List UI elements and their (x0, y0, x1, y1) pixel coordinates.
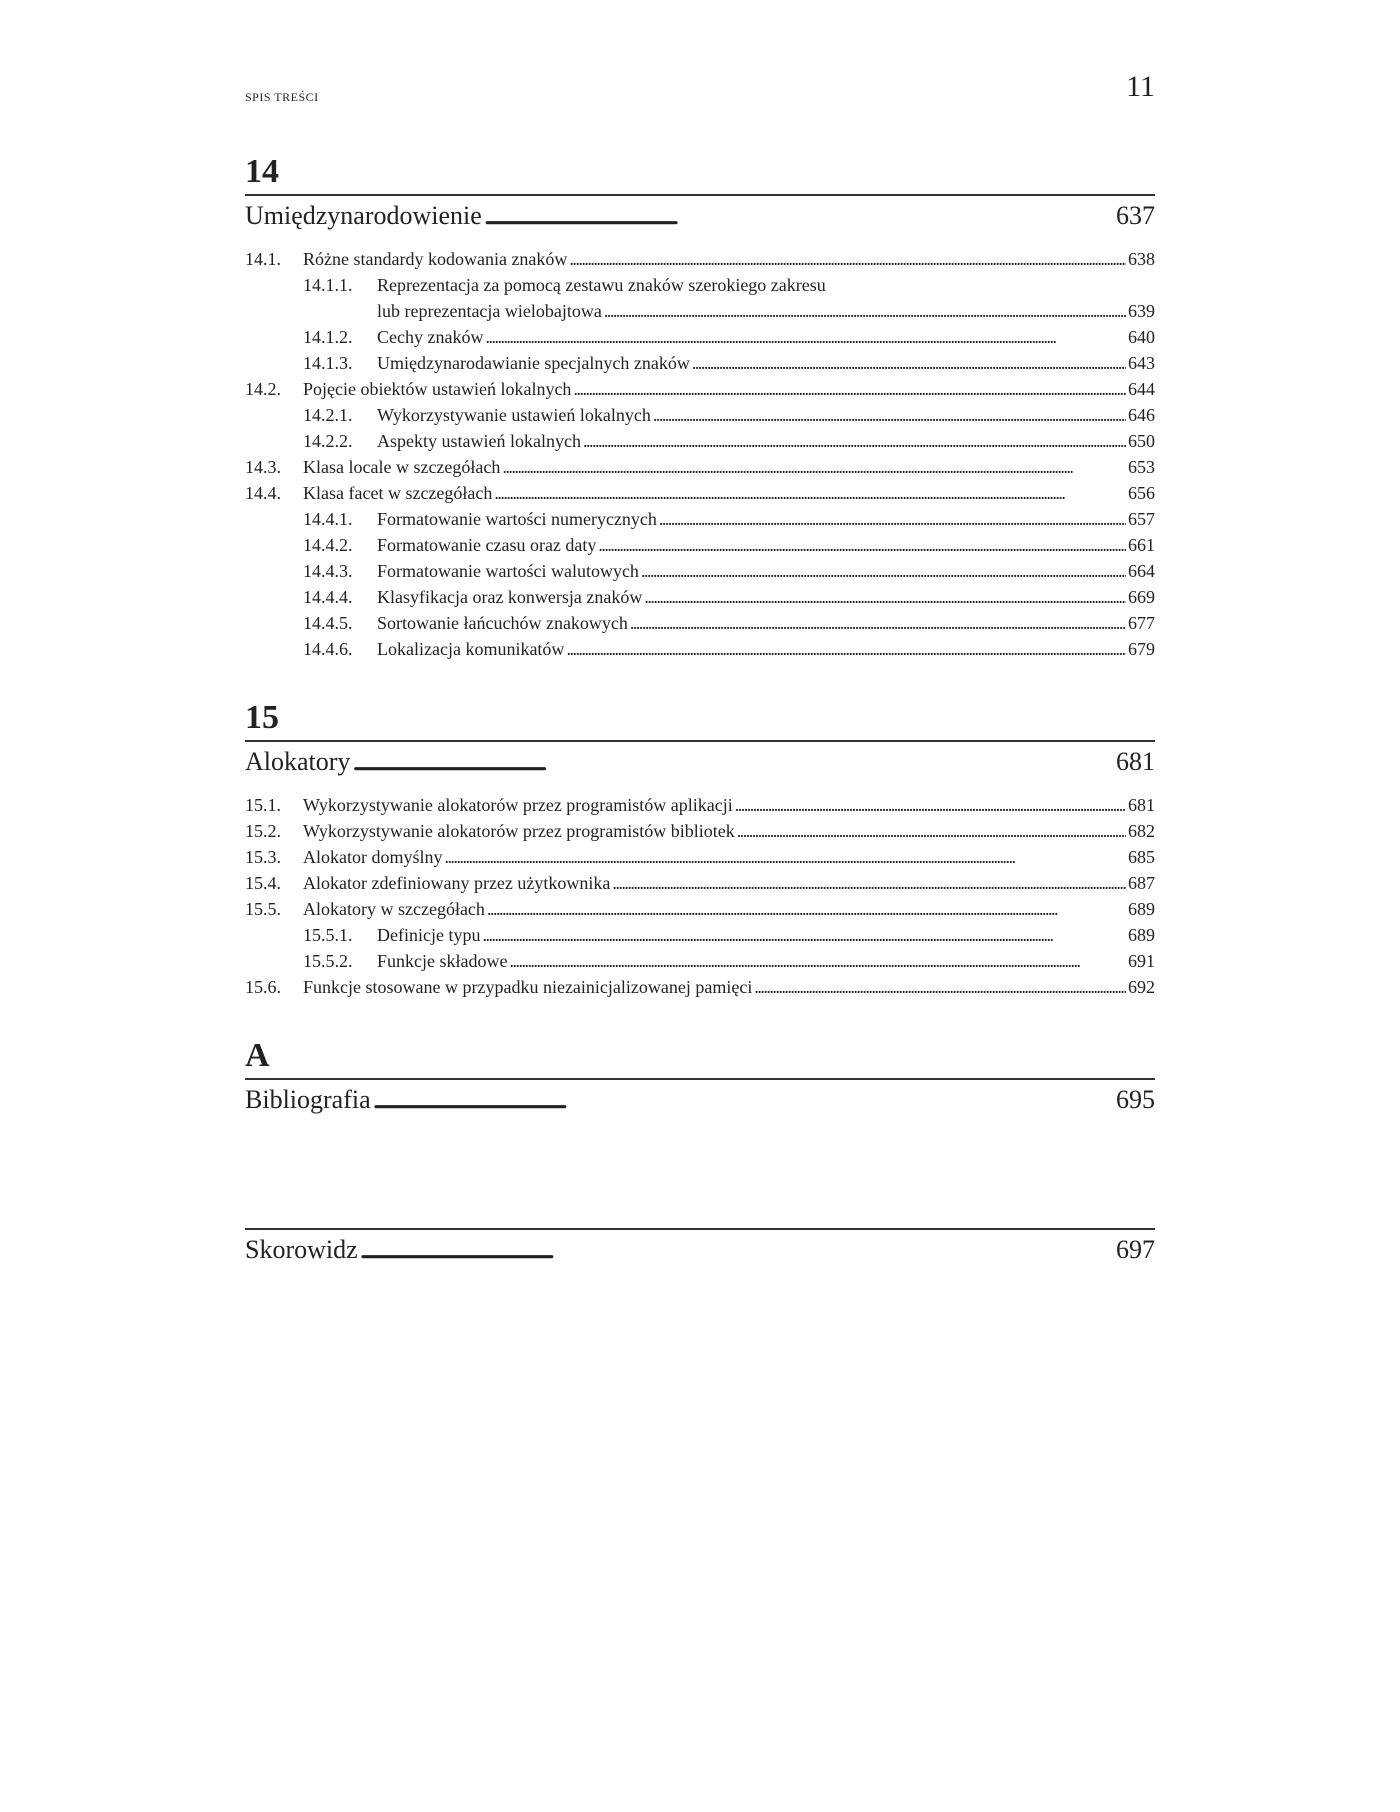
dot-leader (630, 610, 1126, 636)
entry-title: Alokatory w szczegółach (303, 899, 485, 919)
page-number: 11 (1126, 70, 1155, 103)
entry-number: 15.5.1. (303, 925, 353, 945)
toc-entry[interactable] (245, 376, 1155, 402)
entry-page: 644 (1128, 379, 1155, 399)
entry-title: Reprezentacja za pomocą zestawu znaków szerokiego zakresu (377, 275, 826, 295)
entry-page: 691 (1128, 951, 1155, 971)
entry-number: 14.1.1. (303, 275, 353, 295)
entry-page: 689 (1128, 925, 1155, 945)
dot-leader (487, 896, 1126, 922)
entry-title: Funkcje stosowane w przypadku niezainicjalizowanej pamięci (303, 977, 753, 997)
dot-leader (737, 818, 1126, 844)
entry-page: 664 (1128, 561, 1155, 581)
entry-number: 14.3. (245, 457, 281, 477)
toc-entry[interactable] (245, 792, 1155, 818)
dot-leader (484, 196, 1114, 236)
entry-number: 14.4.4. (303, 587, 353, 607)
entry-title: Umiędzynarodawianie specjalnych znaków (377, 353, 690, 373)
entry-number: 15.5.2. (303, 951, 353, 971)
entry-number: 14.4. (245, 483, 281, 503)
dot-leader (569, 246, 1126, 272)
chapter-title-line[interactable] (245, 194, 1155, 236)
entry-title: Funkcje składowe (377, 951, 508, 971)
entry-title: Formatowanie czasu oraz daty (377, 535, 597, 555)
entry-number: 14.4.2. (303, 535, 353, 555)
entry-number: 14.2.1. (303, 405, 353, 425)
entry-page: 657 (1128, 509, 1155, 529)
entry-title: Alokator zdefiniowany przez użytkownika (303, 873, 611, 893)
chapter-page: 637 (1116, 201, 1155, 230)
entry-number: 15.1. (245, 795, 281, 815)
dot-leader (598, 532, 1126, 558)
chapter-number: A (245, 1037, 270, 1074)
entry-page: 656 (1128, 483, 1155, 503)
toc-entry[interactable] (245, 480, 1155, 506)
entry-title: Definicje typu (377, 925, 481, 945)
toc-entry[interactable] (245, 454, 1155, 480)
dot-leader (509, 948, 1126, 974)
chapter-title: Alokatory (245, 747, 351, 776)
index-page: 697 (1116, 1235, 1155, 1264)
entry-title: Sortowanie łańcuchów znakowych (377, 613, 628, 633)
toc-entry[interactable] (245, 818, 1155, 844)
toc-entry[interactable] (245, 844, 1155, 870)
dot-leader (573, 376, 1126, 402)
dot-leader (644, 584, 1126, 610)
entry-number: 14.4.1. (303, 509, 353, 529)
entry-page: 682 (1128, 821, 1155, 841)
appendix-a (245, 1034, 1155, 1120)
entry-page: 669 (1128, 587, 1155, 607)
chapter-number: 15 (245, 699, 279, 736)
entry-page: 639 (1128, 301, 1155, 321)
chapter-title: Umiędzynarodowienie (245, 201, 482, 230)
dot-leader (445, 844, 1127, 870)
dot-leader (604, 298, 1126, 324)
dot-leader (735, 792, 1126, 818)
entry-title: Wykorzystywanie alokatorów przez programistów aplikacji (303, 795, 733, 815)
entry-title: Wykorzystywanie alokatorów przez programistów bibliotek (303, 821, 735, 841)
entry-title: Alokator domyślny (303, 847, 443, 867)
toc-entry[interactable] (245, 402, 1155, 428)
entry-number: 14.1.3. (303, 353, 353, 373)
entry-page: 685 (1128, 847, 1155, 867)
entry-page: 643 (1128, 353, 1155, 373)
entry-page: 679 (1128, 639, 1155, 659)
dot-leader (612, 870, 1126, 896)
toc-entry[interactable] (245, 324, 1155, 350)
entry-page: 661 (1128, 535, 1155, 555)
chapter-page: 695 (1116, 1085, 1155, 1114)
toc-entry[interactable] (245, 584, 1155, 610)
chapter-title-line[interactable] (245, 1078, 1155, 1120)
entry-page: 687 (1128, 873, 1155, 893)
toc-entry[interactable] (245, 636, 1155, 662)
toc-entry[interactable] (245, 610, 1155, 636)
index-title-line[interactable] (245, 1228, 1155, 1270)
dot-leader (373, 1080, 1114, 1120)
entry-number: 14.2.2. (303, 431, 353, 451)
toc-entry[interactable] (245, 870, 1155, 896)
page-header (245, 70, 1155, 110)
entry-number: 15.5. (245, 899, 281, 919)
entry-title: Klasa facet w szczegółach (303, 483, 493, 503)
index-title: Skorowidz (245, 1235, 358, 1264)
toc-entry[interactable] (245, 246, 1155, 272)
entry-number: 15.4. (245, 873, 281, 893)
entry-number: 14.1. (245, 249, 281, 269)
entry-page: 692 (1128, 977, 1155, 997)
entry-page: 638 (1128, 249, 1155, 269)
entry-page: 689 (1128, 899, 1155, 919)
dot-leader (485, 324, 1126, 350)
dot-leader (754, 974, 1126, 1000)
entry-number: 14.2. (245, 379, 281, 399)
dot-leader (502, 454, 1126, 480)
dot-leader (659, 506, 1126, 532)
dot-leader (360, 1230, 1114, 1270)
entry-page: 646 (1128, 405, 1155, 425)
chapter-number: 14 (245, 153, 279, 190)
entry-number: 14.4.5. (303, 613, 353, 633)
toc-entry[interactable] (245, 506, 1155, 532)
dot-leader (566, 636, 1126, 662)
entry-title: Klasa locale w szczegółach (303, 457, 501, 477)
toc-entry-continuation[interactable] (245, 298, 1155, 324)
toc-entry[interactable] (245, 428, 1155, 454)
entry-title: Cechy znaków (377, 327, 484, 347)
entry-title: Formatowanie wartości numerycznych (377, 509, 657, 529)
chapter-15 (245, 696, 1155, 1000)
entry-title: Wykorzystywanie ustawień lokalnych (377, 405, 651, 425)
entry-number: 15.2. (245, 821, 281, 841)
chapter-page: 681 (1116, 747, 1155, 776)
dot-leader (352, 742, 1114, 782)
entry-title: Różne standardy kodowania znaków (303, 249, 568, 269)
chapter-title: Bibliografia (245, 1085, 371, 1114)
entry-number: 14.1.2. (303, 327, 353, 347)
toc-entry[interactable] (245, 948, 1155, 974)
entry-title: Aspekty ustawień lokalnych (377, 431, 581, 451)
dot-leader (482, 922, 1126, 948)
entry-number: 14.4.3. (303, 561, 353, 581)
dot-leader (494, 480, 1126, 506)
entry-page: 640 (1128, 327, 1155, 347)
entry-title: Pojęcie obiektów ustawień lokalnych (303, 379, 572, 399)
toc-entry[interactable] (245, 532, 1155, 558)
entry-title: Klasyfikacja oraz konwersja znaków (377, 587, 643, 607)
dot-leader (653, 402, 1126, 428)
running-head: SPIS TREŚCI (245, 90, 319, 104)
entry-page: 681 (1128, 795, 1155, 815)
dot-leader (583, 428, 1126, 454)
toc-entry[interactable] (245, 272, 1155, 298)
toc-entry[interactable] (245, 974, 1155, 1000)
toc-entry[interactable] (245, 896, 1155, 922)
dot-leader (641, 558, 1126, 584)
entry-title-continued: lub reprezentacja wielobajtowa (377, 301, 602, 321)
table-of-contents (245, 150, 1155, 1270)
entry-number: 14.4.6. (303, 639, 353, 659)
entry-title: Formatowanie wartości walutowych (377, 561, 639, 581)
toc-entry[interactable] (245, 350, 1155, 376)
entry-page: 677 (1128, 613, 1155, 633)
entry-page: 653 (1128, 457, 1155, 477)
entry-number: 15.3. (245, 847, 281, 867)
toc-entry[interactable] (245, 558, 1155, 584)
chapter-entries (245, 792, 1155, 1000)
entry-page: 650 (1128, 431, 1155, 451)
chapter-entries (245, 246, 1155, 662)
chapter-title-line[interactable] (245, 740, 1155, 782)
chapter-14 (245, 150, 1155, 662)
dot-leader (692, 350, 1126, 376)
entry-title: Lokalizacja komunikatów (377, 639, 565, 659)
entry-number: 15.6. (245, 977, 281, 997)
toc-entry[interactable] (245, 922, 1155, 948)
